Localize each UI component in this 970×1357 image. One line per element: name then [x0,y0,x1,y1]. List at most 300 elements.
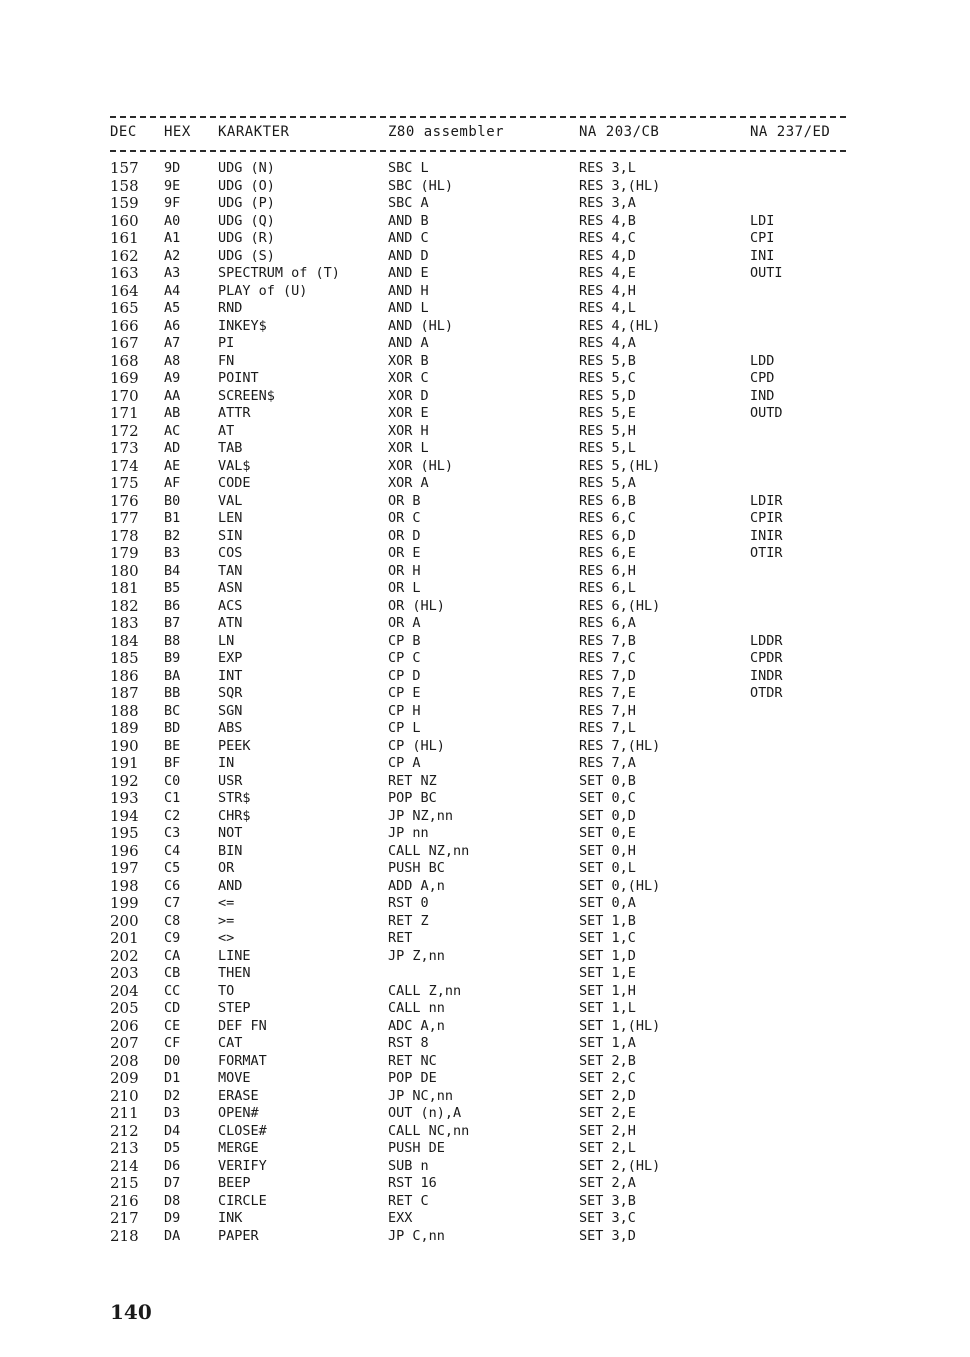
cell-character: UDG (P) [218,195,275,211]
cell-cb-instruction: RES 4,D [579,247,636,264]
table-row [0,1070,970,1088]
cell-z80-assembler: XOR B [388,352,429,369]
cell-z80-assembler: AND L [388,300,429,316]
cell-character: PEEK [218,737,251,754]
table-row [0,913,970,931]
header-z80-assembler: Z80 assembler [388,124,505,140]
cell-character: ABS [218,720,243,736]
cell-z80-assembler: OR (HL) [388,597,445,614]
cell-dec: 181 [110,579,139,597]
cell-dec: 161 [110,229,139,247]
cell-z80-assembler: RST 16 [388,1175,437,1191]
cell-cb-instruction: RES 7,A [579,755,636,771]
cell-hex: C2 [164,807,181,824]
cell-z80-assembler: PUSH DE [388,1140,445,1156]
table-row [0,1018,970,1036]
cell-character: <> [218,930,235,946]
cell-character: AT [218,422,235,439]
cell-hex: B3 [164,545,181,561]
cell-z80-assembler: CP A [388,755,421,771]
cell-cb-instruction: RES 5,E [579,405,636,421]
cell-character: <= [218,895,235,911]
table-row [0,808,970,826]
cell-ed-instruction: INI [750,247,775,264]
cell-dec: 213 [110,1139,139,1157]
cell-character: STR$ [218,790,251,806]
cell-cb-instruction: RES 4,H [579,282,636,299]
cell-cb-instruction: RES 4,(HL) [579,317,661,334]
cell-hex: A0 [164,212,181,229]
cell-z80-assembler: XOR D [388,387,429,404]
cell-character: PLAY of (U) [218,282,308,299]
cell-cb-instruction: SET 0,E [579,825,636,841]
cell-cb-instruction: SET 0,(HL) [579,877,661,894]
table-row [0,703,970,721]
cell-dec: 210 [110,1086,139,1105]
cell-character: DEF FN [218,1017,267,1034]
page-number: 140 [110,1300,152,1324]
cell-z80-assembler: RET NZ [388,772,437,789]
cell-dec: 183 [110,614,139,632]
cell-dec: 203 [110,964,139,982]
cell-cb-instruction: SET 0,B [579,772,636,789]
cell-hex: D1 [164,1070,181,1086]
cell-hex: B5 [164,580,181,596]
cell-hex: B6 [164,597,181,614]
cell-cb-instruction: SET 1,C [579,930,636,946]
cell-dec: 178 [110,526,139,545]
cell-z80-assembler: RST 0 [388,895,429,911]
table-row [0,930,970,948]
top-dashed-rule [110,116,846,118]
cell-ed-instruction: LDI [750,212,775,229]
cell-z80-assembler: SUB n [388,1157,429,1174]
table-row [0,1123,970,1141]
table-row [0,1210,970,1228]
cell-dec: 159 [110,194,139,212]
cell-character: COS [218,545,243,561]
cell-cb-instruction: RES 7,B [579,632,636,649]
cell-ed-instruction: CPD [750,370,775,386]
cell-hex: D2 [164,1087,181,1104]
table-row [0,353,970,371]
cell-dec: 192 [110,771,139,790]
table-row [0,1053,970,1071]
cell-hex: CA [164,947,181,964]
cell-character: THEN [218,965,251,981]
cell-cb-instruction: RES 3,A [579,195,636,211]
cell-z80-assembler: OR A [388,615,421,631]
cell-character: FN [218,352,235,369]
cell-character: LEN [218,510,243,526]
cell-cb-instruction: SET 3,D [579,1227,636,1244]
cell-z80-assembler: SBC (HL) [388,177,454,194]
cell-cb-instruction: SET 1,D [579,947,636,964]
table-row [0,545,970,563]
cell-character: POINT [218,370,259,386]
cell-z80-assembler: SBC A [388,195,429,211]
cell-character: BEEP [218,1175,251,1191]
cell-hex: C5 [164,860,181,876]
cell-character: IN [218,755,235,771]
header-hex: HEX [164,124,191,140]
cell-dec: 163 [110,264,139,282]
cell-character: MOVE [218,1070,251,1086]
cell-cb-instruction: SET 2,D [579,1087,636,1104]
table-row [0,738,970,756]
table-row [0,493,970,511]
cell-hex: DA [164,1227,181,1244]
cell-z80-assembler: SBC L [388,160,429,176]
cell-ed-instruction: INDR [750,667,783,684]
cell-dec: 166 [110,316,139,335]
cell-cb-instruction: RES 6,H [579,562,636,579]
table-row [0,720,970,738]
cell-ed-instruction: OUTI [750,265,783,281]
cell-ed-instruction: LDDR [750,632,783,649]
cell-hex: AE [164,457,181,474]
cell-hex: AD [164,440,181,456]
cell-character: ACS [218,597,243,614]
cell-hex: CC [164,982,181,999]
table-row [0,178,970,196]
cell-dec: 179 [110,544,139,562]
table-row [0,1175,970,1193]
cell-dec: 218 [110,1226,139,1245]
cell-character: ASN [218,580,243,596]
header-ed-prefix: NA 237/ED [750,124,831,140]
cell-hex: B2 [164,527,181,544]
cell-hex: BD [164,720,181,736]
cell-character: VAL$ [218,457,251,474]
cell-character: PI [218,335,235,351]
cell-cb-instruction: RES 4,A [579,335,636,351]
cell-character: LINE [218,947,251,964]
cell-dec: 200 [110,911,139,930]
cell-hex: A2 [164,247,181,264]
cell-hex: D4 [164,1122,181,1139]
cell-cb-instruction: RES 7,C [579,650,636,666]
cell-hex: C9 [164,930,181,946]
cell-hex: AF [164,475,181,491]
cell-character: INK [218,1210,243,1226]
cell-character: MERGE [218,1140,259,1156]
cell-z80-assembler: JP C,nn [388,1227,445,1244]
cell-dec: 204 [110,981,139,1000]
cell-hex: C6 [164,877,181,894]
cell-cb-instruction: RES 6,C [579,510,636,526]
cell-hex: A6 [164,317,181,334]
cell-dec: 157 [110,159,139,177]
cell-cb-instruction: RES 5,(HL) [579,457,661,474]
cell-ed-instruction: CPI [750,230,775,246]
cell-cb-instruction: RES 5,H [579,422,636,439]
cell-ed-instruction: LDD [750,352,775,369]
cell-character: ATTR [218,405,251,421]
header-cb-prefix: NA 203/CB [579,124,660,140]
cell-dec: 196 [110,841,139,860]
cell-z80-assembler: CP B [388,632,421,649]
cell-hex: A1 [164,230,181,246]
cell-z80-assembler: XOR C [388,370,429,386]
cell-character: TAB [218,440,243,456]
cell-ed-instruction: CPDR [750,650,783,666]
cell-z80-assembler: OR L [388,580,421,596]
cell-cb-instruction: SET 3,B [579,1192,636,1209]
table-row [0,510,970,528]
cell-dec: 199 [110,894,139,912]
cell-z80-assembler: CP D [388,667,421,684]
cell-z80-assembler: RET Z [388,912,429,929]
cell-hex: A9 [164,370,181,386]
table-row [0,458,970,476]
table-row [0,1105,970,1123]
cell-z80-assembler: AND D [388,247,429,264]
cell-z80-assembler: JP NZ,nn [388,807,454,824]
cell-dec: 216 [110,1191,139,1210]
cell-dec: 164 [110,281,139,300]
cell-hex: B1 [164,510,181,526]
table-row [0,790,970,808]
cell-dec: 187 [110,684,139,702]
cell-cb-instruction: RES 4,E [579,265,636,281]
cell-hex: CB [164,965,181,981]
table-row [0,983,970,1001]
cell-hex: D5 [164,1140,181,1156]
cell-hex: AB [164,405,181,421]
cell-z80-assembler: OUT (n),A [388,1105,462,1121]
cell-z80-assembler: POP BC [388,790,437,806]
cell-dec: 158 [110,176,139,195]
cell-character: CODE [218,475,251,491]
cell-dec: 165 [110,299,139,317]
cell-hex: CE [164,1017,181,1034]
table-row [0,773,970,791]
cell-dec: 195 [110,824,139,842]
cell-character: ERASE [218,1087,259,1104]
table-row [0,195,970,213]
cell-cb-instruction: RES 5,B [579,352,636,369]
cell-dec: 170 [110,386,139,405]
cell-dec: 207 [110,1034,139,1052]
cell-hex: 9F [164,195,181,211]
cell-z80-assembler: AND B [388,212,429,229]
cell-dec: 175 [110,474,139,492]
cell-character: UDG (R) [218,230,275,246]
cell-dec: 172 [110,421,139,440]
cell-dec: 205 [110,999,139,1017]
table-row [0,825,970,843]
table-row [0,1158,970,1176]
cell-hex: BA [164,667,181,684]
cell-hex: B8 [164,632,181,649]
cell-hex: AA [164,387,181,404]
table-row [0,650,970,668]
table-row [0,895,970,913]
cell-hex: C7 [164,895,181,911]
cell-hex: C8 [164,912,181,929]
cell-z80-assembler: CALL Z,nn [388,982,462,999]
table-row [0,265,970,283]
cell-z80-assembler: AND (HL) [388,317,454,334]
cell-z80-assembler: OR H [388,562,421,579]
table-row [0,965,970,983]
cell-character: USR [218,772,243,789]
table-row [0,388,970,406]
cell-z80-assembler: RST 8 [388,1035,429,1051]
opcode-table [0,160,970,1245]
cell-z80-assembler: OR C [388,510,421,526]
table-row [0,370,970,388]
cell-ed-instruction: INIR [750,527,783,544]
cell-cb-instruction: SET 2,L [579,1140,636,1156]
cell-character: UDG (Q) [218,212,275,229]
cell-cb-instruction: RES 6,A [579,615,636,631]
cell-cb-instruction: SET 1,(HL) [579,1017,661,1034]
table-row [0,668,970,686]
cell-character: SCREEN$ [218,387,275,404]
table-row [0,948,970,966]
cell-hex: C3 [164,825,181,841]
cell-cb-instruction: RES 7,(HL) [579,737,661,754]
cell-z80-assembler: JP nn [388,825,429,841]
cell-dec: 198 [110,876,139,895]
cell-dec: 184 [110,631,139,650]
cell-character: SPECTRUM of (T) [218,265,340,281]
table-row [0,300,970,318]
table-row [0,248,970,266]
cell-z80-assembler: OR E [388,545,421,561]
cell-dec: 168 [110,351,139,370]
cell-character: EXP [218,650,243,666]
cell-hex: A8 [164,352,181,369]
cell-z80-assembler: RET C [388,1192,429,1209]
cell-cb-instruction: RES 5,L [579,440,636,456]
cell-dec: 217 [110,1209,139,1227]
cell-hex: D0 [164,1052,181,1069]
cell-character: INKEY$ [218,317,267,334]
table-row [0,755,970,773]
cell-character: CLOSE# [218,1122,267,1139]
table-row [0,580,970,598]
cell-cb-instruction: RES 7,H [579,702,636,719]
cell-dec: 185 [110,649,139,667]
table-row [0,213,970,231]
cell-hex: A4 [164,282,181,299]
cell-hex: D3 [164,1105,181,1121]
table-row [0,318,970,336]
cell-character: CHR$ [218,807,251,824]
cell-cb-instruction: SET 2,B [579,1052,636,1069]
cell-z80-assembler: CP (HL) [388,737,445,754]
table-row [0,860,970,878]
cell-z80-assembler: ADC A,n [388,1017,445,1034]
cell-dec: 214 [110,1156,139,1175]
table-row [0,440,970,458]
cell-z80-assembler: AND E [388,265,429,281]
header-dec: DEC [110,124,137,140]
cell-dec: 188 [110,701,139,720]
cell-ed-instruction: CPIR [750,510,783,526]
cell-hex: B7 [164,615,181,631]
header-character: KARAKTER [218,124,290,140]
table-row [0,405,970,423]
cell-z80-assembler: RET [388,930,413,946]
cell-dec: 209 [110,1069,139,1087]
cell-hex: BB [164,685,181,701]
cell-character: OR [218,860,235,876]
cell-hex: D8 [164,1192,181,1209]
table-row [0,1000,970,1018]
cell-dec: 191 [110,754,139,772]
cell-z80-assembler: POP DE [388,1070,437,1086]
cell-z80-assembler: AND A [388,335,429,351]
cell-z80-assembler: CP C [388,650,421,666]
cell-z80-assembler: CALL NZ,nn [388,842,470,859]
cell-hex: 9E [164,177,181,194]
cell-character: OPEN# [218,1105,259,1121]
table-row [0,528,970,546]
cell-hex: B4 [164,562,181,579]
cell-cb-instruction: SET 2,A [579,1175,636,1191]
cell-cb-instruction: RES 5,D [579,387,636,404]
cell-character: VAL [218,492,243,509]
cell-character: INT [218,667,243,684]
cell-character: ATN [218,615,243,631]
cell-dec: 180 [110,561,139,580]
cell-z80-assembler: JP NC,nn [388,1087,454,1104]
cell-character: VERIFY [218,1157,267,1174]
cell-cb-instruction: RES 5,A [579,475,636,491]
cell-dec: 160 [110,211,139,230]
cell-cb-instruction: RES 6,B [579,492,636,509]
cell-character: BIN [218,842,243,859]
cell-z80-assembler: AND C [388,230,429,246]
cell-ed-instruction: LDIR [750,492,783,509]
cell-cb-instruction: RES 6,E [579,545,636,561]
cell-character: TO [218,982,235,999]
cell-cb-instruction: RES 4,B [579,212,636,229]
table-row [0,633,970,651]
table-row [0,1193,970,1211]
cell-cb-instruction: RES 7,D [579,667,636,684]
cell-hex: 9D [164,160,181,176]
cell-z80-assembler: XOR A [388,475,429,491]
cell-z80-assembler: CALL NC,nn [388,1122,470,1139]
cell-z80-assembler: XOR H [388,422,429,439]
cell-character: CIRCLE [218,1192,267,1209]
cell-z80-assembler: CALL nn [388,1000,445,1016]
cell-hex: D9 [164,1210,181,1226]
cell-cb-instruction: SET 2,E [579,1105,636,1121]
cell-cb-instruction: SET 0,H [579,842,636,859]
table-row [0,283,970,301]
cell-z80-assembler: OR B [388,492,421,509]
cell-z80-assembler: CP H [388,702,421,719]
cell-character: TAN [218,562,243,579]
table-row [0,1035,970,1053]
cell-z80-assembler: AND H [388,282,429,299]
cell-hex: A3 [164,265,181,281]
cell-dec: 197 [110,859,139,877]
table-row [0,335,970,353]
cell-hex: BC [164,702,181,719]
table-row [0,475,970,493]
cell-cb-instruction: RES 7,E [579,685,636,701]
cell-cb-instruction: RES 4,L [579,300,636,316]
cell-hex: D6 [164,1157,181,1174]
cell-z80-assembler: XOR E [388,405,429,421]
